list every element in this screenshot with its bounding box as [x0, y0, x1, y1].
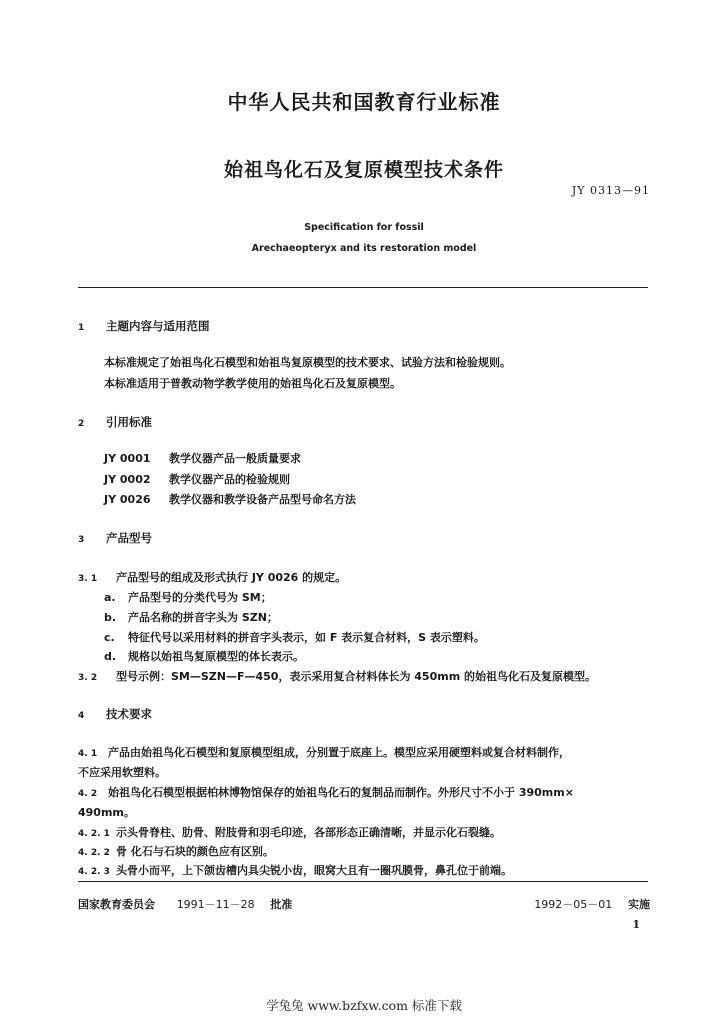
list-item-label: b. [104, 611, 117, 624]
clause-4-2 [78, 784, 574, 800]
list-item-label: a. [104, 591, 116, 604]
list-item-text: 特征代号以采用材料的拼音字头表示，如 F 表示复合材料，S 表示塑料。 [128, 631, 485, 644]
clause-4-1-continuation: 不应采用软塑料。 [78, 766, 166, 779]
list-item-label: d. [104, 650, 117, 663]
reference-code: JY 0001 [104, 452, 151, 465]
implementation-block [534, 896, 650, 912]
document-org-header: 中华人民共和国教育行业标准 [227, 90, 501, 114]
section-title: 引用标准 [106, 415, 152, 429]
clause-text: 产品型号的组成及形式执行 JY 0026 的规定。 [116, 571, 347, 584]
clause-number: 4. 2 [78, 789, 98, 799]
clause-4-2-3 [78, 862, 512, 878]
clause-3-2 [78, 668, 596, 684]
clause-text: 示头骨脊柱、肋骨、附肢骨和羽毛印迹，各部形态正确清晰，并显示化石裂缝。 [116, 826, 501, 839]
approve-date: 1991－11－28 [176, 898, 255, 911]
clause-number: 3. 1 [78, 574, 98, 584]
clause-4-2-1 [78, 824, 501, 840]
clause-4-1 [78, 744, 570, 760]
approver: 国家教育委员会 [78, 898, 155, 911]
top-divider [78, 287, 648, 288]
reference-item [104, 450, 301, 466]
clause-number: 4. 2. 1 [78, 829, 110, 839]
english-title-line2: Arechaeopteryx and its restoration model [251, 243, 477, 254]
page-number: 1 [632, 918, 640, 931]
english-title-line1: Specification for fossil [304, 222, 424, 233]
bottom-divider [78, 881, 648, 882]
clause-text: 始祖鸟化石模型根据柏林博物馆保存的始祖鸟化石的复制品而制作。外形尺寸不小于 390mm× [108, 786, 574, 799]
list-item-text: 规格以始祖鸟复原模型的体长表示。 [128, 650, 304, 663]
clause-4-2-continuation: 490mm。 [78, 806, 135, 819]
section-title: 产品型号 [106, 531, 152, 545]
list-item [104, 648, 304, 664]
clause-text: 型号示例：SM—SZN—F—450，表示采用复合材料体长为 450mm 的始祖鸟化石及复原模型。 [116, 670, 596, 683]
clause-text: 骨 化石与石块的颜色应有区别。 [116, 845, 274, 858]
clause-text: 产品由始祖鸟化石模型和复原模型组成，分别置于底座上。模型应采用硬塑料或复合材料制作， [108, 746, 570, 759]
approval-block [78, 896, 292, 912]
list-item [104, 609, 278, 625]
section-3-heading [78, 530, 152, 546]
clause-4-2-2 [78, 843, 274, 859]
list-item [104, 589, 272, 605]
reference-code: JY 0002 [104, 473, 151, 486]
approve-label: 批准 [270, 898, 293, 911]
list-item [104, 629, 485, 645]
list-item-text: 产品名称的拼音字头为 SZN； [128, 611, 278, 624]
clause-number: 4. 2. 3 [78, 867, 110, 877]
section-number: 2 [78, 419, 85, 429]
list-item-label: c. [104, 631, 115, 644]
implementation-date: 1992－05－01 [534, 898, 613, 911]
section-4-heading [78, 706, 152, 722]
reference-title: 教学仪器产品的检验规则 [169, 473, 290, 486]
reference-title: 教学仪器和教学设备产品型号命名方法 [169, 493, 356, 506]
section-number: 3 [78, 535, 85, 545]
download-site-footer: 学兔兔 www.bzfxw.com 标准下载 [266, 998, 462, 1013]
clause-number: 4. 1 [78, 749, 98, 759]
section-1-paragraph-2: 本标准适用于普教动物学教学使用的始祖鸟化石及复原模型。 [104, 377, 401, 390]
section-1-heading [78, 318, 210, 334]
document-title: 始祖鸟化石及复原模型技术条件 [223, 159, 504, 181]
reference-item [104, 491, 356, 507]
clause-3-1 [78, 569, 346, 585]
section-1-paragraph-1: 本标准规定了始祖鸟化石模型和始祖鸟复原模型的技术要求、试验方法和检验规则。 [104, 356, 511, 369]
standard-code: JY 0313—91 [571, 184, 650, 197]
reference-title: 教学仪器产品一般质量要求 [169, 452, 301, 465]
section-title: 主题内容与适用范围 [106, 319, 210, 333]
reference-code: JY 0026 [104, 493, 151, 506]
clause-text: 头骨小而平，上下颌齿槽内具尖锐小齿，眼窝大且有一圈巩膜骨，鼻孔位于前端。 [116, 864, 512, 877]
reference-item [104, 471, 290, 487]
section-2-heading [78, 414, 152, 430]
clause-number: 3. 2 [78, 673, 98, 683]
implementation-label: 实施 [628, 898, 650, 911]
list-item-text: 产品型号的分类代号为 SM； [128, 591, 272, 604]
clause-number: 4. 2. 2 [78, 848, 110, 858]
section-title: 技术要求 [106, 707, 152, 721]
section-number: 1 [78, 323, 85, 333]
section-number: 4 [78, 711, 85, 721]
